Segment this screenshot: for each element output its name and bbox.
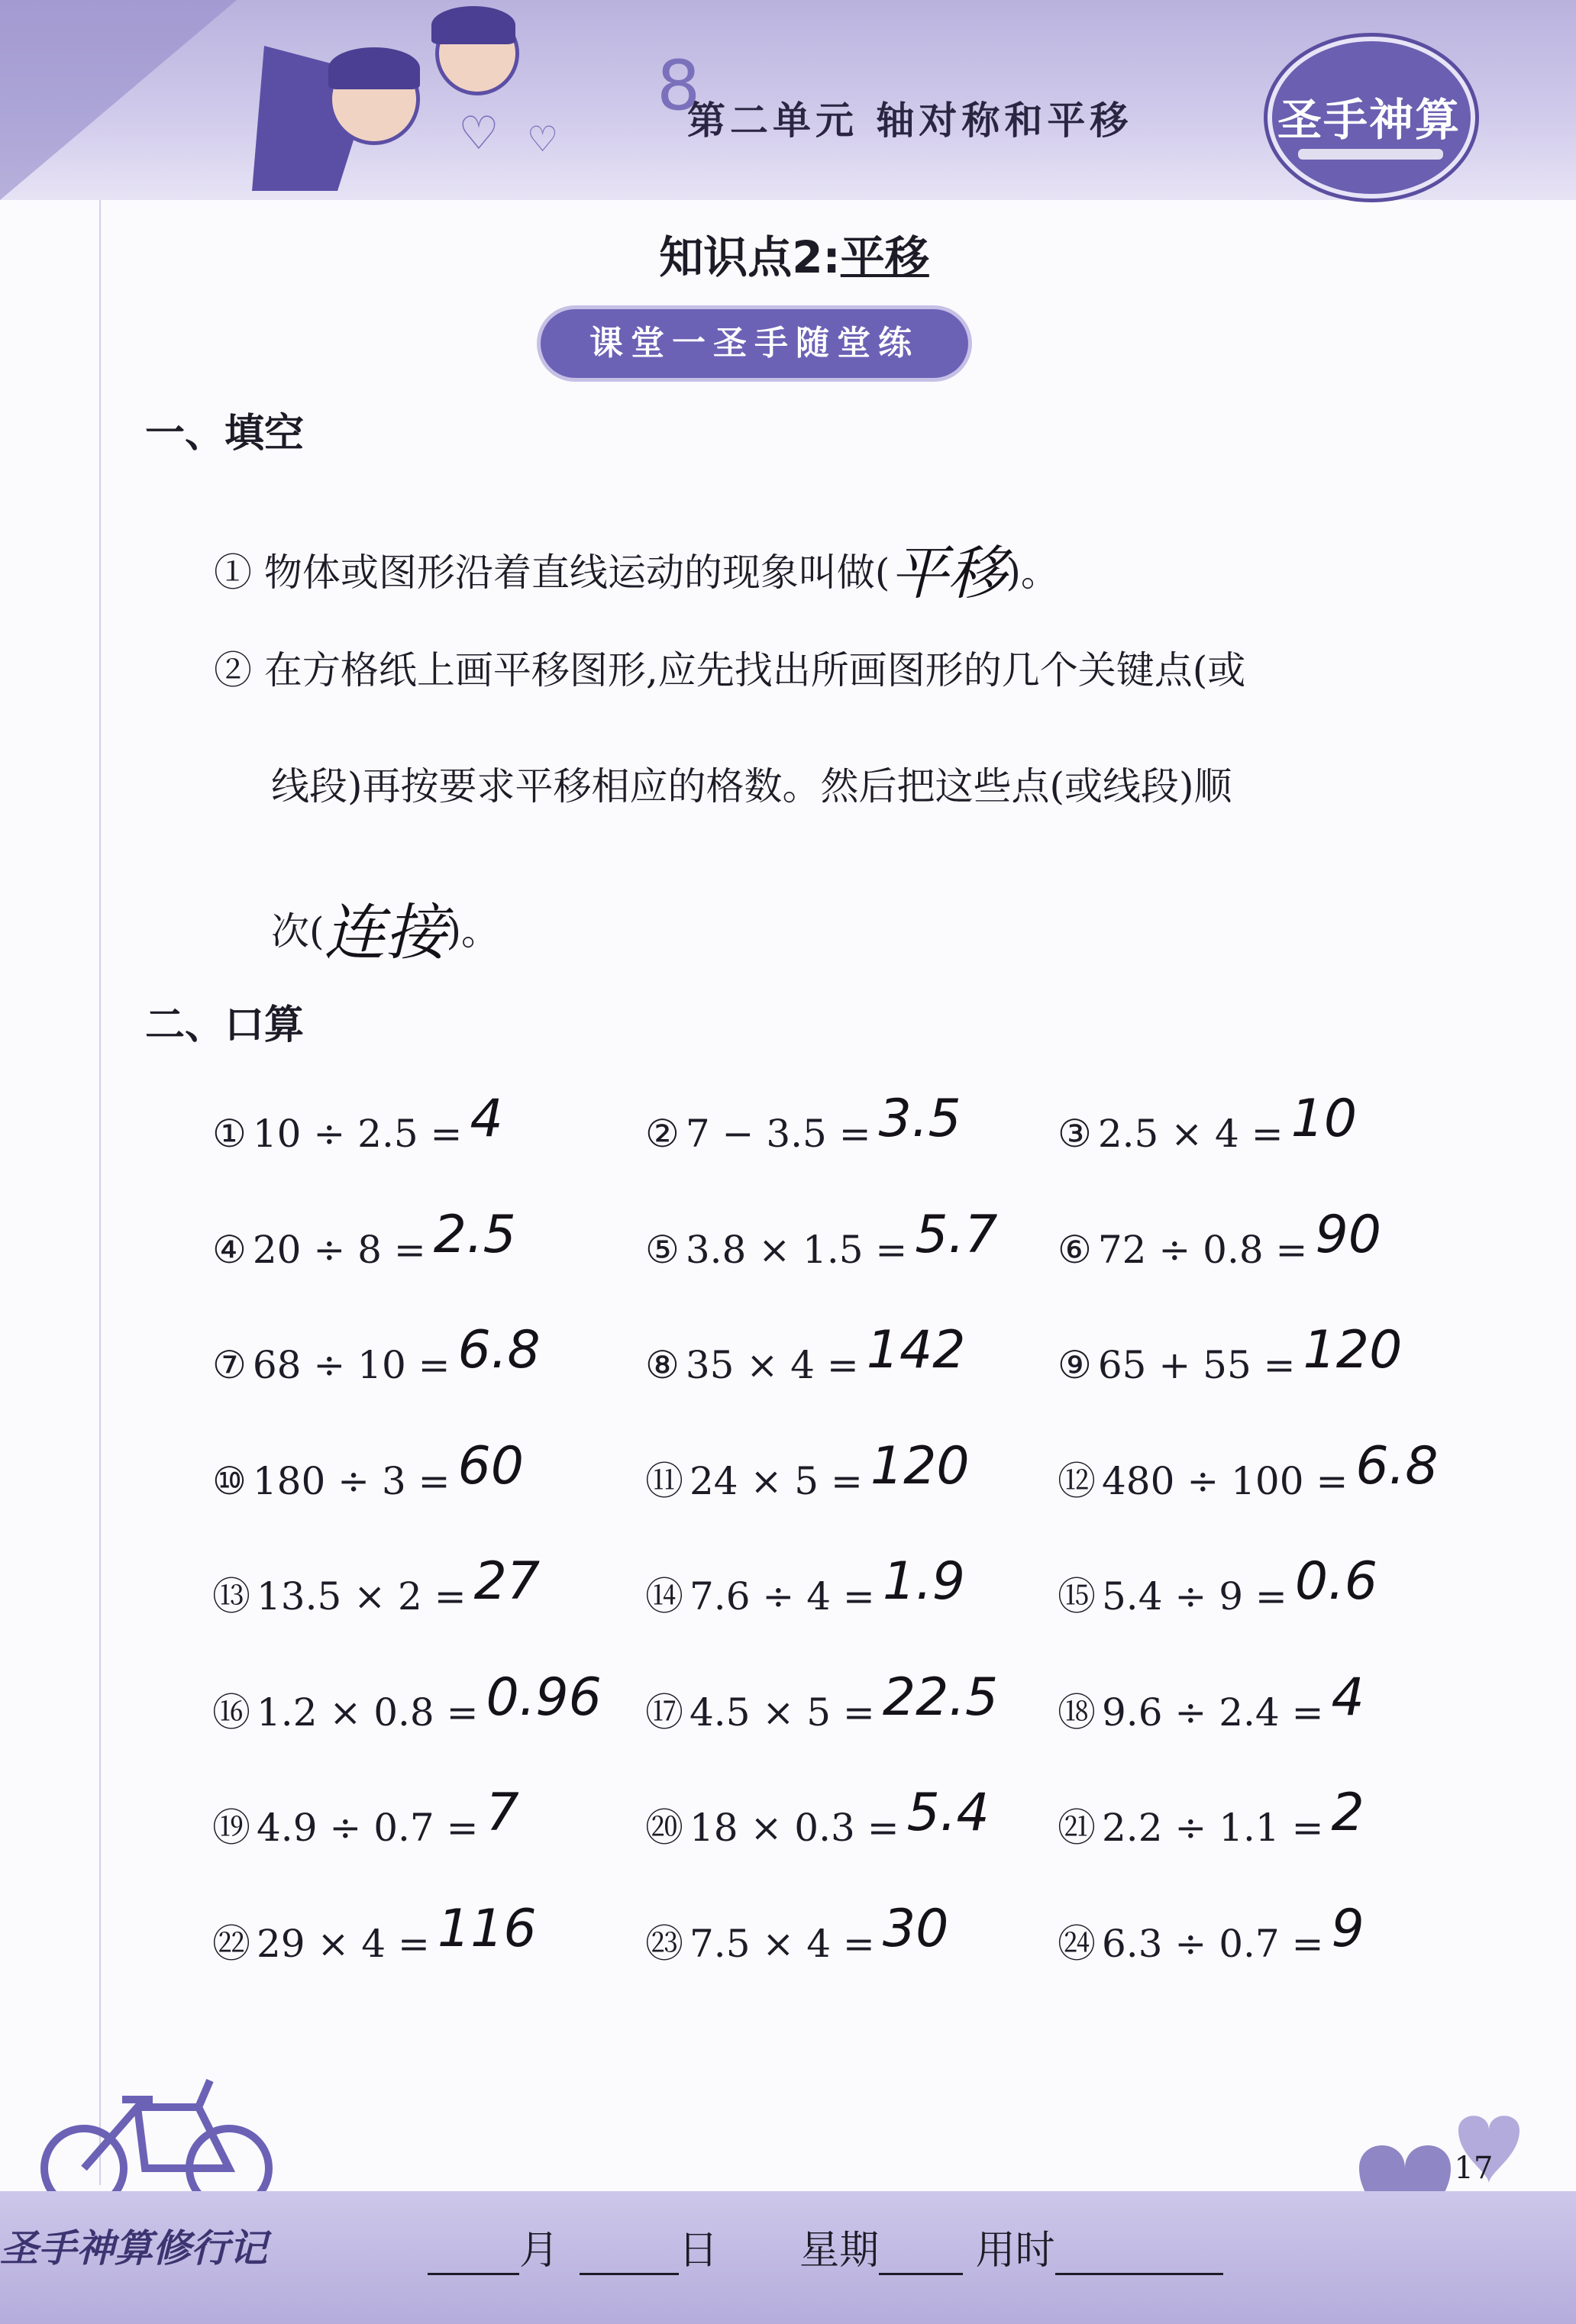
problem-marker: ⑨	[1058, 1343, 1092, 1387]
girl-hair-illustration	[431, 6, 515, 44]
time-label: 用时	[975, 2228, 1055, 2274]
problem-marker: ㉒	[212, 1921, 250, 1966]
problem-marker: ①	[212, 1112, 247, 1156]
arithmetic-problem	[212, 1435, 525, 1507]
handwritten-answer: 60	[457, 1435, 525, 1496]
brand-logo-underline	[1298, 149, 1443, 160]
arithmetic-problem	[1058, 1551, 1377, 1622]
footer-brand: 圣手神算修行记	[0, 2226, 267, 2271]
problem-expression: 72 ÷ 0.8 =	[1097, 1227, 1308, 1272]
question-marker: ①	[214, 550, 252, 595]
arithmetic-problem	[645, 1320, 966, 1391]
arithmetic-problem	[1058, 1320, 1403, 1391]
question-text: )。	[446, 909, 500, 954]
arithmetic-problem	[645, 1089, 961, 1160]
arithmetic-problem	[1058, 1783, 1364, 1854]
problem-expression: 20 ÷ 8 =	[252, 1227, 426, 1272]
problem-marker: ⑩	[212, 1458, 247, 1503]
problem-marker: ⑥	[1058, 1227, 1092, 1272]
problem-expression: 4.9 ÷ 0.7 =	[257, 1806, 479, 1850]
question-text: 在方格纸上画平移图形,应先找出所画图形的几个关键点(或	[263, 648, 1246, 692]
part2-heading: 二、口算	[145, 1002, 305, 1048]
handwritten-answer: 4	[1331, 1667, 1364, 1728]
arithmetic-problem	[212, 1320, 541, 1391]
problem-marker: ㉑	[1058, 1806, 1096, 1850]
problem-expression: 4.5 × 5 =	[690, 1690, 875, 1735]
problem-expression: 35 × 4 =	[685, 1343, 859, 1387]
handwritten-answer: 27	[473, 1551, 541, 1612]
part1-heading: 一、填空	[145, 411, 305, 457]
problem-expression: 9.6 ÷ 2.4 =	[1102, 1690, 1324, 1735]
month-blank	[428, 2273, 519, 2275]
problem-expression: 29 × 4 =	[257, 1921, 430, 1966]
question-2-line-2: 线段)再按要求平移相应的格数。然后把这些点(或线段)顺	[271, 764, 1232, 809]
question-text: 物体或图形沿着直线运动的现象叫做(	[263, 550, 890, 595]
arithmetic-problem	[645, 1204, 998, 1276]
handwritten-answer: 0.6	[1294, 1551, 1377, 1612]
handwritten-answer: 4	[470, 1089, 503, 1149]
question-2-line-3	[271, 874, 500, 968]
arithmetic-problem	[645, 1667, 999, 1738]
problem-marker: ⑬	[212, 1574, 250, 1619]
arithmetic-problem	[1058, 1435, 1439, 1507]
handwritten-answer: 116	[437, 1898, 537, 1959]
arithmetic-problem	[645, 1435, 970, 1507]
problem-marker: ⑦	[212, 1343, 247, 1387]
problem-expression: 18 × 0.3 =	[690, 1806, 899, 1850]
problem-expression: 2.5 × 4 =	[1097, 1112, 1284, 1156]
arithmetic-problem	[212, 1898, 537, 1970]
problem-expression: 13.5 × 2 =	[257, 1574, 467, 1619]
question-text: 次(	[271, 909, 325, 954]
handwritten-answer: 5.7	[915, 1204, 998, 1265]
arithmetic-problem	[212, 1204, 516, 1276]
arithmetic-problem	[645, 1551, 965, 1622]
handwritten-answer: 30	[882, 1898, 949, 1959]
handwritten-answer: 6.8	[457, 1320, 541, 1380]
handwritten-answer: 2	[1331, 1783, 1364, 1843]
problem-expression: 1.2 × 0.8 =	[257, 1690, 479, 1735]
header-fold-decoration	[0, 0, 237, 200]
heart-icon: ♡	[527, 118, 559, 160]
problem-marker: ⑫	[1058, 1458, 1096, 1503]
problem-marker: ⑭	[645, 1574, 683, 1619]
question-marker: ②	[214, 648, 252, 692]
problem-expression: 180 ÷ 3 =	[252, 1458, 451, 1503]
problem-expression: 2.2 ÷ 1.1 =	[1102, 1806, 1324, 1850]
problem-marker: ③	[1058, 1112, 1092, 1156]
number-eight-decoration: 8	[657, 46, 701, 126]
question-text: )。	[1006, 550, 1059, 595]
handwritten-answer: 2.5	[433, 1204, 516, 1265]
handwritten-answer: 90	[1315, 1204, 1381, 1265]
problem-marker: ㉓	[645, 1921, 683, 1966]
handwritten-answer: 120	[1303, 1320, 1403, 1380]
problem-expression: 5.4 ÷ 9 =	[1102, 1574, 1287, 1619]
arithmetic-problem	[645, 1898, 949, 1970]
section-title	[596, 221, 993, 286]
problem-marker: ⑳	[645, 1806, 683, 1850]
handwritten-answer: 5.4	[906, 1783, 990, 1843]
problem-expression: 7.5 × 4 =	[690, 1921, 875, 1966]
handwritten-answer: 3.5	[878, 1089, 961, 1149]
problem-expression: 3.8 × 1.5 =	[685, 1227, 908, 1272]
handwritten-answer: 7	[486, 1783, 519, 1843]
heart-icon: ♡	[458, 107, 499, 160]
handwritten-answer: 连接	[324, 897, 447, 968]
handwritten-answer: 9	[1331, 1898, 1364, 1959]
boy-hair-illustration	[328, 47, 420, 89]
question-1	[214, 519, 1059, 607]
margin-rule	[99, 200, 101, 2185]
arithmetic-problem	[212, 1667, 602, 1738]
problem-marker: ㉔	[1058, 1921, 1096, 1966]
date-fields	[428, 2218, 1283, 2275]
unit-title: 第二单元 轴对称和平移	[687, 98, 1133, 143]
section-title-main: 平移	[840, 231, 929, 283]
problem-expression: 7.6 ÷ 4 =	[690, 1574, 875, 1619]
problem-expression: 24 × 5 =	[690, 1458, 863, 1503]
problem-marker: ⑱	[1058, 1690, 1096, 1735]
arithmetic-problem	[1058, 1204, 1381, 1276]
problem-expression: 7 − 3.5 =	[685, 1112, 871, 1156]
day-label: 日	[678, 2228, 719, 2274]
problem-marker: ⑧	[645, 1343, 680, 1387]
handwritten-answer: 10	[1290, 1089, 1358, 1149]
arithmetic-problem	[1058, 1667, 1364, 1738]
handwritten-answer: 142	[866, 1320, 966, 1380]
weekday-label: 星期	[799, 2228, 880, 2274]
month-label: 月	[519, 2228, 560, 2274]
brand-logo-text: 圣手神算	[1277, 94, 1461, 146]
arithmetic-problem	[212, 1551, 541, 1622]
handwritten-answer: 6.8	[1355, 1435, 1439, 1496]
arithmetic-problem	[1058, 1089, 1358, 1160]
problem-marker: ⑮	[1058, 1574, 1096, 1619]
problem-marker: ⑯	[212, 1690, 250, 1735]
day-blank	[580, 2273, 679, 2275]
problem-expression: 10 ÷ 2.5 =	[252, 1112, 463, 1156]
page-number: 17	[1454, 2151, 1494, 2186]
problem-marker: ⑲	[212, 1806, 250, 1850]
problem-marker: ⑪	[645, 1458, 683, 1503]
problem-expression: 65 + 55 =	[1097, 1343, 1296, 1387]
arithmetic-problem	[212, 1089, 503, 1160]
arithmetic-problem	[645, 1783, 990, 1854]
arithmetic-problem	[212, 1783, 519, 1854]
handwritten-answer: 120	[870, 1435, 970, 1496]
practice-banner: 课堂一圣手随堂练	[541, 309, 968, 378]
section-title-prefix: 知识点2:	[659, 231, 841, 283]
problem-marker: ②	[645, 1112, 680, 1156]
handwritten-answer: 0.96	[486, 1667, 602, 1728]
handwritten-answer: 1.9	[882, 1551, 965, 1612]
problem-expression: 6.3 ÷ 0.7 =	[1102, 1921, 1324, 1966]
problem-expression: 480 ÷ 100 =	[1102, 1458, 1348, 1503]
time-blank	[1055, 2273, 1223, 2275]
weekday-blank	[879, 2273, 963, 2275]
question-2-line-1	[214, 640, 1245, 695]
problem-expression: 68 ÷ 10 =	[252, 1343, 451, 1387]
problem-marker: ④	[212, 1227, 247, 1272]
handwritten-answer: 22.5	[882, 1667, 999, 1728]
arithmetic-problem	[1058, 1898, 1364, 1970]
problem-marker: ⑰	[645, 1690, 683, 1735]
handwritten-answer: 平移	[890, 539, 1006, 607]
problem-marker: ⑤	[645, 1227, 680, 1272]
